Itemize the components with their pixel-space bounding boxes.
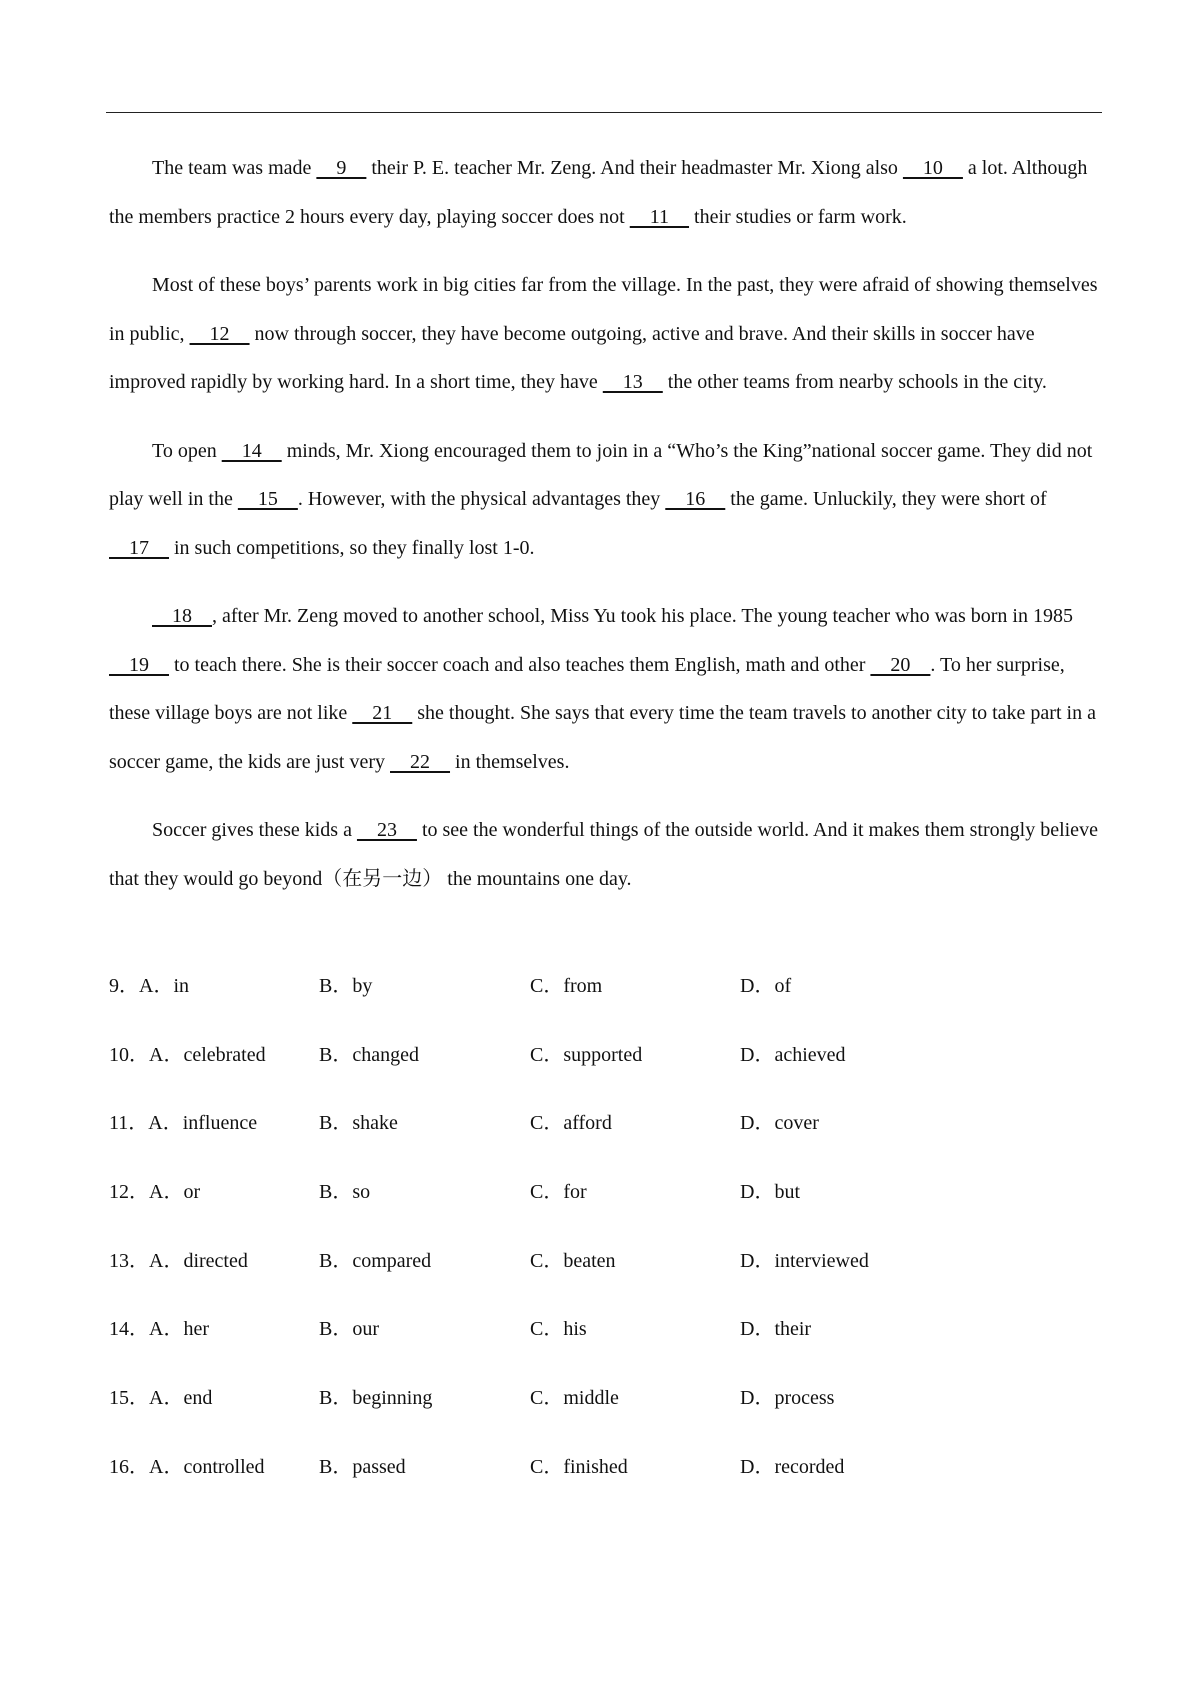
option-a-text: A．or (149, 1181, 201, 1204)
question-number: 13． (109, 1249, 149, 1272)
question-number: 9． (109, 975, 139, 997)
option-c[interactable]: C．from (530, 975, 603, 997)
question-row (109, 1038, 1009, 1107)
question-number: 14． (109, 1318, 149, 1341)
passage-text: their studies or farm work. (689, 205, 907, 228)
option-d[interactable]: D．of (740, 975, 792, 997)
question-number: 12． (109, 1181, 149, 1204)
blank-22: 22 (390, 750, 451, 773)
question-row (109, 969, 1009, 1038)
passage-text: in themselves. (450, 750, 570, 773)
option-a[interactable] (109, 1450, 265, 1479)
option-a[interactable] (109, 1381, 212, 1410)
option-d[interactable]: D．achieved (740, 1043, 846, 1066)
option-a-text: A．celebrated (149, 1043, 266, 1066)
passage-text: she thought. She says that every time the team travels to another city to take part in a soccer game, the kids are just very (109, 702, 1096, 773)
blank-15: 15 (237, 488, 298, 510)
blank-9: 9 (316, 157, 367, 179)
option-b[interactable]: B．by (319, 975, 373, 997)
option-a-text: A．controlled (149, 1455, 265, 1478)
blank-17: 17 (109, 536, 169, 559)
blank-10: 10 (902, 157, 963, 179)
blank-20: 20 (870, 653, 931, 676)
passage-text: The team was made (152, 157, 317, 179)
question-number: 15． (109, 1387, 149, 1410)
option-b[interactable]: B．changed (319, 1043, 419, 1066)
passage-text: To open (152, 439, 222, 462)
blank-19: 19 (109, 653, 169, 676)
blank-16: 16 (665, 488, 726, 510)
passage-paragraph (109, 261, 1099, 407)
option-c[interactable]: C．afford (530, 1112, 612, 1135)
question-row (109, 1175, 1009, 1244)
question-row (109, 1381, 1009, 1450)
option-a[interactable] (109, 1175, 200, 1204)
option-c[interactable]: C．his (530, 1318, 587, 1341)
passage-text: , after Mr. Zeng moved to another school, Miss Yu took his place. The young teacher who was born in 1985 (212, 605, 1073, 627)
option-b[interactable]: B．so (319, 1181, 371, 1204)
passage-paragraph (109, 806, 1099, 903)
option-c[interactable]: C．beaten (530, 1249, 616, 1272)
passage-text: to teach there. She is their soccer coach and also teaches them English, math and other (169, 653, 871, 676)
option-d[interactable]: D．interviewed (740, 1249, 869, 1272)
cloze-passage (109, 144, 1099, 923)
passage-text: minds, Mr. Xiong encouraged them to join in a “Who’s the King”national soccer game. They did not play well in the (109, 439, 1093, 510)
passage-text: in such competitions, so they finally lost 1-0. (169, 536, 535, 559)
passage-text: . However, with the physical advantages they (297, 488, 666, 510)
option-a[interactable] (109, 1244, 248, 1273)
passage-text: a lot. Although the members practice 2 hours every day, playing soccer does not (109, 157, 1088, 228)
question-number: 11． (109, 1112, 149, 1135)
option-a[interactable] (109, 1038, 266, 1067)
option-b[interactable]: B．compared (319, 1249, 432, 1272)
blank-23: 23 (356, 819, 417, 841)
blank-12: 12 (189, 322, 250, 345)
question-row (109, 1450, 1009, 1519)
passage-text: Soccer gives these kids a (152, 819, 357, 841)
option-c[interactable]: C．supported (530, 1043, 643, 1066)
option-d[interactable]: D．cover (740, 1112, 819, 1135)
option-a-text: A．influence (148, 1112, 258, 1135)
option-c[interactable]: C．finished (530, 1455, 628, 1478)
blank-13: 13 (602, 371, 663, 393)
option-b[interactable]: B．our (319, 1318, 379, 1341)
option-c[interactable]: C．middle (530, 1387, 619, 1410)
passage-paragraph (109, 427, 1099, 573)
passage-text: the other teams from nearby schools in the city. (662, 371, 1047, 393)
option-a[interactable] (109, 969, 189, 998)
option-a-text: A．end (149, 1387, 213, 1410)
option-d[interactable]: D．their (740, 1318, 812, 1341)
option-a[interactable] (109, 1106, 257, 1135)
option-a-text: A．in (139, 975, 189, 997)
blank-14: 14 (221, 439, 282, 462)
passage-paragraph (109, 592, 1099, 786)
option-a-text: A．directed (149, 1249, 248, 1272)
option-c[interactable]: C．for (530, 1181, 587, 1204)
passage-text: their P. E. teacher Mr. Zeng. And their headmaster Mr. Xiong also (366, 157, 903, 179)
passage-text: to see the wonderful things of the outside world. And it makes them strongly believe that they would go beyond（在另一边） the mountains one day. (109, 819, 1098, 890)
question-number: 16． (109, 1455, 149, 1478)
blank-21: 21 (352, 702, 413, 724)
option-b[interactable]: B．shake (319, 1112, 398, 1135)
passage-text: now through soccer, they have become outgoing, active and brave. And their skills in soccer have improved rapidly by working hard. In a short time, they have (109, 322, 1035, 393)
option-b[interactable]: B．passed (319, 1455, 406, 1478)
passage-text: Most of these boys’ parents work in big cities far from the village. In the past, they were afraid of showing themselves in public, (109, 274, 1098, 345)
passage-text: . To her surprise, these village boys are not like (109, 653, 1065, 724)
question-row (109, 1106, 1009, 1175)
option-b[interactable]: B．beginning (319, 1387, 433, 1410)
option-d[interactable]: D．process (740, 1387, 835, 1410)
option-d[interactable]: D．recorded (740, 1455, 845, 1478)
blank-11: 11 (629, 205, 690, 228)
option-a-text: A．her (149, 1318, 209, 1341)
question-row (109, 1244, 1009, 1313)
question-options (109, 969, 1009, 1519)
passage-paragraph (109, 144, 1099, 241)
option-d[interactable]: D．but (740, 1181, 800, 1204)
question-number: 10． (109, 1043, 149, 1066)
question-row (109, 1312, 1009, 1381)
passage-text: the game. Unluckily, they were short of (725, 488, 1047, 510)
blank-18: 18 (152, 605, 212, 627)
header-rule (106, 112, 1102, 113)
option-a[interactable] (109, 1312, 209, 1341)
